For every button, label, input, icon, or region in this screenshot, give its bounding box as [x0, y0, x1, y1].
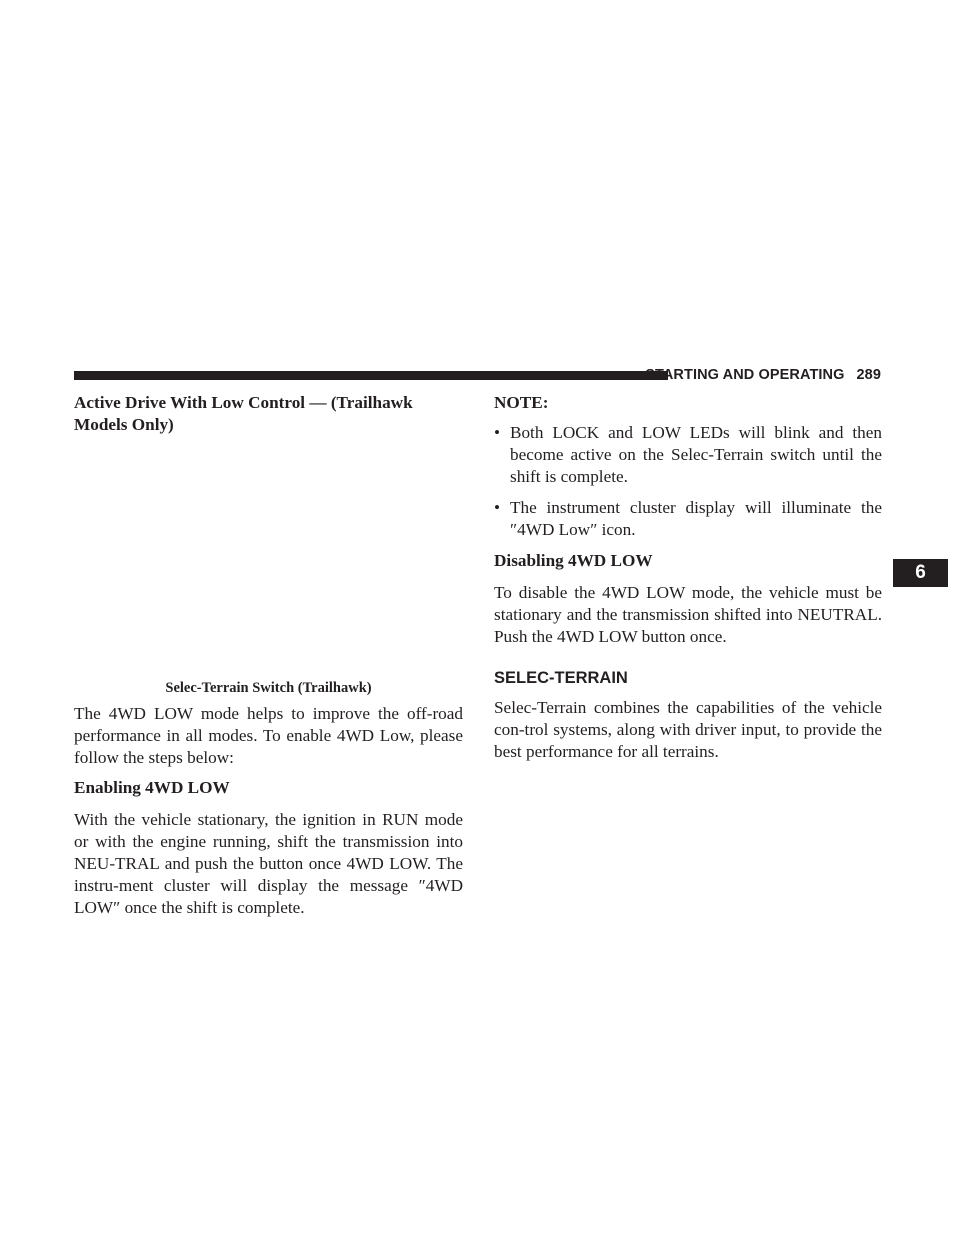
- list-item: • Both LOCK and LOW LEDs will blink and then become active on the Selec-Terrain switch until the shift is complete.: [494, 423, 882, 486]
- bullet-icon: •: [494, 498, 501, 517]
- left-column: [74, 392, 463, 919]
- figure-placeholder: [74, 436, 463, 679]
- chapter-tab[interactable]: 6: [893, 559, 948, 587]
- selec-terrain-heading: SELEC-TERRAIN: [494, 669, 628, 687]
- intro-paragraph: The 4WD LOW mode helps to improve the off-road performance in all modes. To enable 4WD Low, please follow the steps below:: [74, 704, 463, 767]
- selec-terrain-paragraph: Selec-Terrain combines the capabilities of the vehicle con-trol systems, along with driver input, to provide the best performance for all terrains.: [494, 698, 882, 761]
- figure-caption: Selec-Terrain Switch (Trailhawk): [165, 680, 372, 696]
- right-column: [494, 392, 882, 763]
- section-heading-active-drive: Active Drive With Low Control — (Trailhawk Models Only): [74, 393, 413, 434]
- enabling-heading: Enabling 4WD LOW: [74, 778, 230, 797]
- note-label: NOTE:: [494, 393, 549, 412]
- disabling-heading: Disabling 4WD LOW: [494, 551, 653, 570]
- page-number: 289: [856, 367, 881, 383]
- enabling-paragraph: With the vehicle stationary, the ignition in RUN mode or with the engine running, shift the transmission into NEU-TRAL and push the button once 4WD LOW. The instru-ment cluster will display the message ″4WD LOW″ once the shift is complete.: [74, 810, 463, 917]
- bullet-icon: •: [494, 423, 501, 442]
- note-list: [494, 422, 882, 541]
- running-header: [645, 367, 881, 384]
- disabling-paragraph: To disable the 4WD LOW mode, the vehicle must be stationary and the transmission shifted into NEUTRAL. Push the 4WD LOW button once.: [494, 583, 882, 646]
- section-title: STARTING AND OPERATING: [645, 367, 845, 383]
- list-item: • The instrument cluster display will illuminate the ″4WD Low″ icon.: [494, 498, 882, 539]
- header-rule: [74, 371, 668, 380]
